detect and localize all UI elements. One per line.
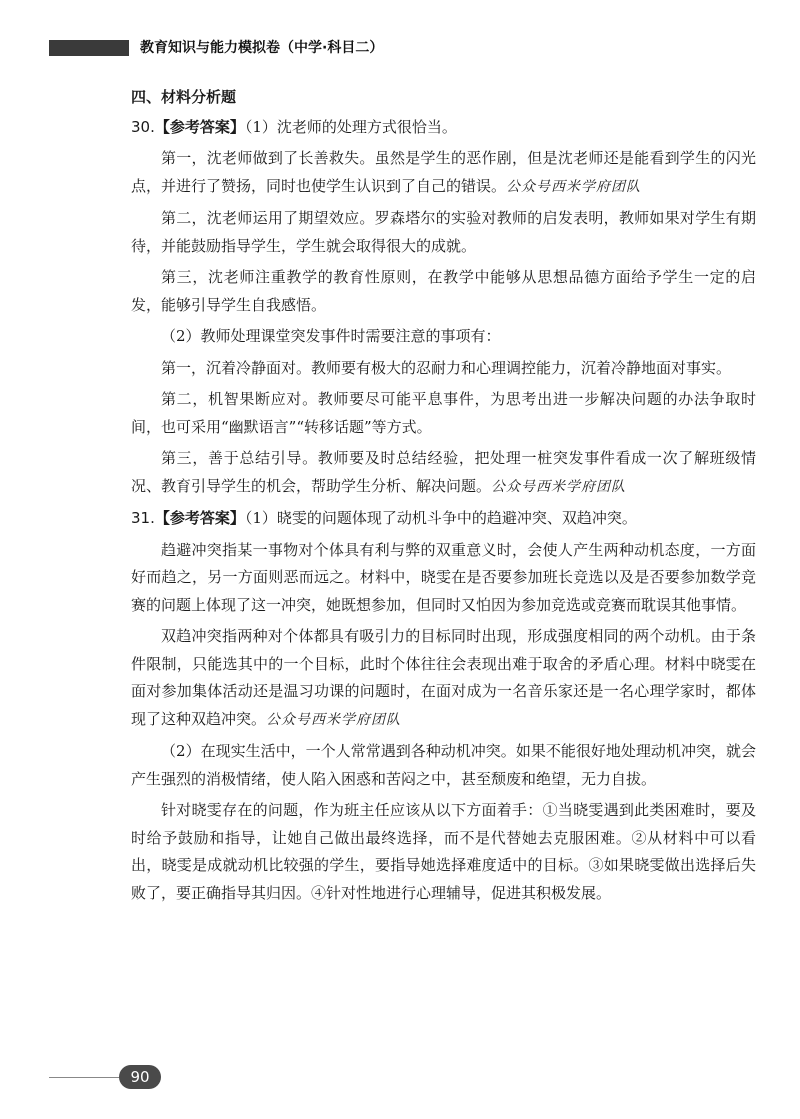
handwritten-watermark: 公众号西米学府团队 bbox=[491, 478, 627, 495]
handwritten-watermark: 公众号西米学府团队 bbox=[266, 711, 402, 728]
paragraph-text: 双趋冲突指两种对个体都具有吸引力的目标同时出现，形成强度相同的两个动机。由于条件限制，只能选其中的一个目标，此时个体往往会表现出难于取舍的矛盾心理。材料中晓雯在面对参加集体活动还是温习功课的问题时，在面对成为一名音乐家还是一名心理学家时，都体现了这种双趋冲突。 bbox=[131, 627, 756, 728]
reference-answer-tag: 【参考答案】 bbox=[154, 509, 245, 527]
q31-approach-avoid: 趋避冲突指某一事物对个体具有利与弊的双重意义时，会使人产生两种动机态度，一方面好而趋之，另一方面则恶而远之。材料中，晓雯在是否要参加班长竞选以及是否要参加数学竞赛的问题上体现了这一冲突，她既想参加，但同时又怕因为参加竞选或竞赛而耽误其他事情。 bbox=[131, 540, 756, 614]
header-bar bbox=[49, 40, 129, 56]
q30-part2-point2: 第二，机智果断应对。教师要尽可能平息事件，为思考出进一步解决问题的办法争取时间，也可采用“幽默语言”“转移话题”等方式。 bbox=[131, 390, 756, 436]
header-title: 教育知识与能力模拟卷（中学·科目二） bbox=[140, 40, 384, 56]
question-number: 31. bbox=[131, 509, 155, 527]
q30-part2: （2）教师处理课堂突发事件时需要注意的事项有： bbox=[161, 327, 501, 345]
q31-part1: （1）晓雯的问题体现了动机斗争中的趋避冲突、双趋冲突。 bbox=[244, 509, 637, 527]
q31-measures: 针对晓雯存在的问题，作为班主任应该从以下方面着手：①当晓雯遇到此类困难时，要及时给予鼓励和指导，让她自己做出最终选择，而不是代替她去克服困难。②从材料中可以看出，晓雯是成就动机比较强的学生，要指导她选择难度适中的目标。③如果晓雯做出选择后失败了，要正确指导其归因。④针对性地进行心理辅导，促进其积极发展。 bbox=[131, 801, 756, 902]
q31-answer-intro bbox=[131, 505, 756, 533]
question-number: 30. bbox=[131, 117, 155, 136]
paragraph-text: 第一，沈老师做到了长善救失。虽然是学生的恶作剧，但是沈老师还是能看到学生的闪光点，并进行了赞扬，同时也使学生认识到了自己的错误。 bbox=[131, 149, 756, 195]
answer-content bbox=[131, 84, 756, 911]
q30-point3: 第三，沈老师注重教学的教育性原则，在教学中能够从思想品德方面给予学生一定的启发，能够引导学生自我感悟。 bbox=[131, 268, 756, 314]
q31-approach-approach bbox=[131, 623, 756, 734]
q30-answer-intro bbox=[131, 114, 756, 142]
q30-part2-point3 bbox=[131, 445, 756, 501]
q30-point2: 第二，沈老师运用了期望效应。罗森塔尔的实验对教师的启发表明，教师如果对学生有期待，并能鼓励指导学生，学生就会取得很大的成就。 bbox=[131, 209, 756, 255]
footer-line bbox=[49, 1077, 119, 1078]
page-number: 90 bbox=[119, 1065, 161, 1089]
q31-part2: （2）在现实生活中，一个人常常遇到各种动机冲突。如果不能很好地处理动机冲突，就会产生强烈的消极情绪，使人陷入困惑和苦闷之中，甚至颓废和绝望，无力自拔。 bbox=[131, 742, 756, 788]
reference-answer-tag: 【参考答案】 bbox=[154, 117, 245, 136]
q30-point1 bbox=[131, 145, 756, 201]
paragraph-text: 第三，善于总结引导。教师要及时总结经验，把处理一桩突发事件看成一次了解班级情况、教育引导学生的机会，帮助学生分析、解决问题。 bbox=[131, 449, 756, 495]
section-heading: 四、材料分析题 bbox=[131, 88, 237, 106]
handwritten-watermark: 公众号西米学府团队 bbox=[506, 178, 642, 195]
q30-part1: （1）沈老师的处理方式很恰当。 bbox=[244, 117, 457, 136]
q30-part2-point1: 第一，沉着冷静面对。教师要有极大的忍耐力和心理调控能力，沉着冷静地面对事实。 bbox=[161, 358, 732, 377]
